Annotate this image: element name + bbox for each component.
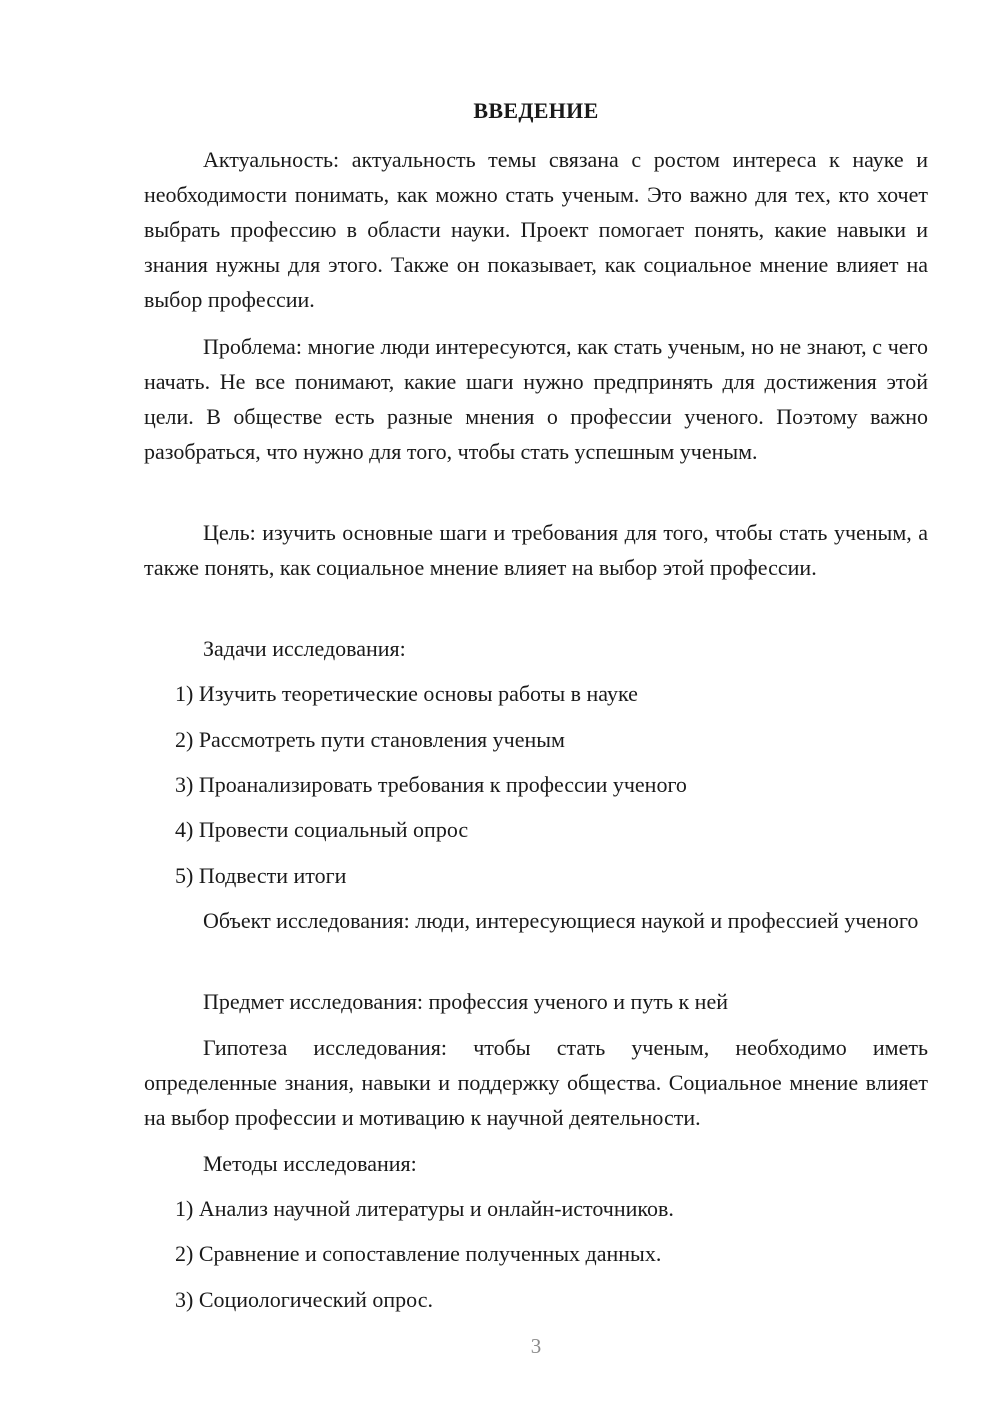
document-page (144, 0, 928, 1414)
paragraph-goal: Цель: изучить основные шаги и требования для того, чтобы стать ученым, а также понять, как социальное мнение влияет на выбор этой профессии. (144, 520, 928, 580)
task-item-2: 2) Рассмотреть пути становления ученым (175, 727, 565, 752)
tasks-heading: Задачи исследования: (203, 636, 406, 661)
paragraph-subject: Предмет исследования: профессия ученого и путь к ней (203, 989, 728, 1014)
task-item-5: 5) Подвести итоги (175, 863, 347, 888)
paragraph-problem: Проблема: многие люди интересуются, как стать ученым, но не знают, с чего начать. Не все понимают, какие шаги нужно предпринять для достижения этой цели. В обществе есть разные мнения о профессии ученого. Поэтому важно разобраться, что нужно для того, чтобы стать успешным ученым. (144, 334, 928, 464)
method-item-2: 2) Сравнение и сопоставление полученных данных. (175, 1241, 662, 1266)
paragraph-relevance: Актуальность: актуальность темы связана с ростом интереса к науке и необходимости понимать, как можно стать ученым. Это важно для тех, кто хочет выбрать профессию в области науки. Проект помогает понять, какие навыки и знания нужны для этого. Также он показывает, как социальное мнение влияет на выбор профессии. (144, 147, 928, 312)
task-item-3: 3) Проанализировать требования к профессии ученого (175, 772, 687, 797)
method-item-3: 3) Социологический опрос. (175, 1287, 433, 1312)
task-item-1: 1) Изучить теоретические основы работы в науке (175, 681, 638, 706)
page-number: 3 (530, 1334, 542, 1358)
paragraph-object: Объект исследования: люди, интересующиеся наукой и профессией ученого (203, 908, 919, 933)
section-title: ВВЕДЕНИЕ (473, 98, 599, 123)
task-item-4: 4) Провести социальный опрос (175, 817, 469, 842)
paragraph-hypothesis: Гипотеза исследования: чтобы стать ученым, необходимо иметь определенные знания, навыки и поддержку общества. Социальное мнение влияет на выбор профессии и мотивацию к научной деятельности. (144, 1035, 928, 1130)
methods-heading: Методы исследования: (203, 1151, 417, 1176)
method-item-1: 1) Анализ научной литературы и онлайн-источников. (175, 1196, 674, 1221)
